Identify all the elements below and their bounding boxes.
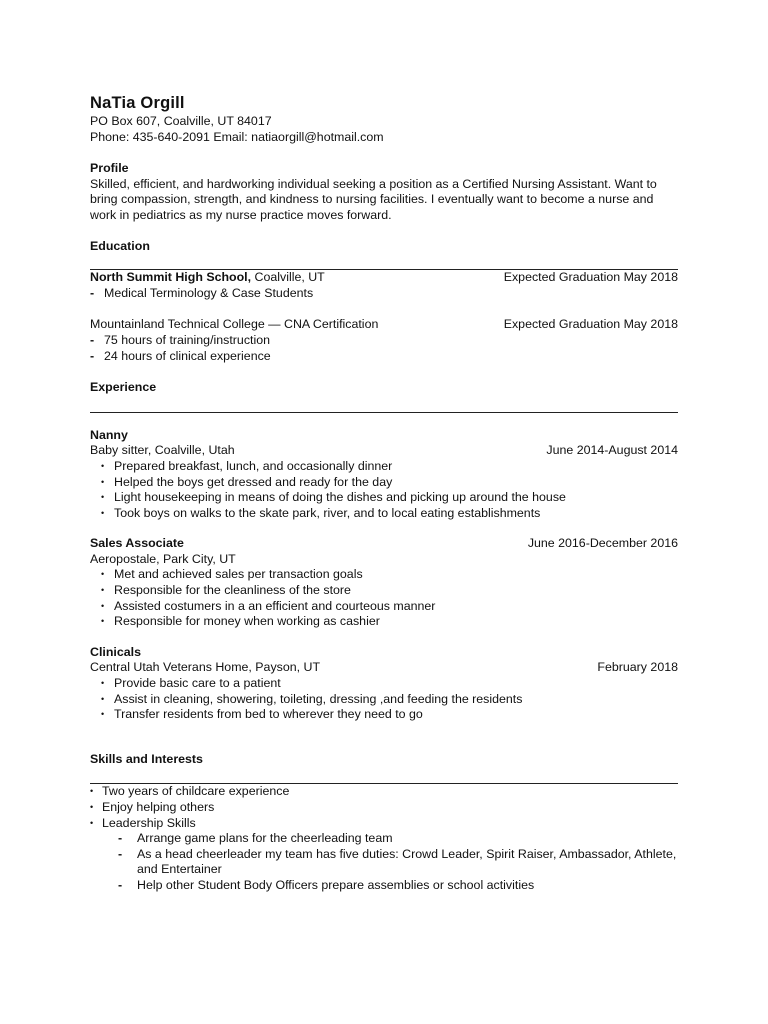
job-bullet: • Assist in cleaning, showering, toileting, dressing ,and feeding the residents: [90, 692, 678, 708]
job-org-row: [90, 443, 678, 459]
education-school: Mountainland Technical College — CNA Certification: [90, 317, 379, 332]
job-bullet-list: [90, 676, 678, 723]
education-item: - 75 hours of training/instruction: [90, 333, 678, 349]
job-org-row: [90, 660, 678, 676]
skills-heading: Skills and Interests: [90, 751, 203, 766]
job-org: Baby sitter, Coalville, Utah: [90, 443, 235, 458]
job-org: Aeropostale, Park City, UT: [90, 551, 236, 566]
job-bullet: • Provide basic care to a patient: [90, 676, 678, 692]
skill-item: • Two years of childcare experience: [90, 784, 678, 800]
job-bullet-list: [90, 459, 678, 521]
school-name: North Summit High School,: [90, 270, 252, 285]
education-entry: [90, 270, 678, 301]
profile-text: Skilled, efficient, and hardworking individual seeking a position as a Certified Nursing Assistant. Want to bring compassion, strength, and kindness to nursing facilities. I eventually want to become a nurse and work in pediatrics as my nurse practice moves forward.: [90, 176, 657, 222]
job-title-row: [90, 536, 678, 552]
contact-address: PO Box 607, Coalville, UT 84017: [90, 114, 272, 128]
skills-list: [90, 784, 678, 831]
education-entry-header: [90, 317, 678, 333]
job-date: June 2016-December 2016: [527, 536, 678, 551]
job-bullet: • Responsible for money when working as cashier: [90, 614, 678, 630]
skill-item: • Enjoy helping others: [90, 800, 678, 816]
skill-sub-item: - As a head cheerleader my team has five duties: Crowd Leader, Spirit Raiser, Ambassador, Athlete, and Entertainer: [90, 847, 677, 878]
experience-heading: Experience: [90, 380, 157, 395]
job-date: February 2018: [597, 660, 678, 675]
job-entry: [90, 428, 678, 522]
job-bullet: • Met and achieved sales per transaction goals: [90, 567, 678, 583]
education-entry-header: [90, 270, 678, 286]
job-bullet: • Responsible for the cleanliness of the store: [90, 583, 678, 599]
resume-name: NaTia Orgill: [90, 94, 185, 112]
education-item: - Medical Terminology & Case Students: [90, 286, 678, 302]
education-date: Expected Graduation May 2018: [503, 317, 678, 332]
education-school: [90, 270, 325, 286]
skill-item: • Leadership Skills: [90, 816, 678, 832]
education-heading: Education: [90, 238, 150, 253]
job-title: Clinicals: [90, 644, 141, 659]
skill-sub-item: - Arrange game plans for the cheerleading team: [90, 831, 678, 847]
job-bullet: • Assisted costumers in a an efficient and courteous manner: [90, 599, 678, 615]
job-entry: [90, 645, 678, 723]
education-item-list: [90, 333, 678, 364]
education-entry: [90, 317, 678, 364]
school-location: Coalville, UT: [251, 270, 325, 285]
job-bullet: • Light housekeeping in means of doing the dishes and picking up around the house: [90, 490, 678, 506]
contact-phone-email: Phone: 435-640-2091 Email: natiaorgill@hotmail.com: [90, 129, 384, 144]
profile-heading: Profile: [90, 161, 129, 176]
job-title: Nanny: [90, 427, 128, 442]
job-bullet: • Prepared breakfast, lunch, and occasionally dinner: [90, 459, 678, 475]
job-bullet-list: [90, 567, 678, 629]
job-org: Central Utah Veterans Home, Payson, UT: [90, 660, 321, 675]
education-item: - 24 hours of clinical experience: [90, 349, 678, 365]
job-bullet: • Helped the boys get dressed and ready for the day: [90, 475, 678, 491]
education-item-list: [90, 286, 678, 302]
resume-page: [90, 92, 678, 894]
education-date: Expected Graduation May 2018: [503, 270, 678, 285]
skill-sub-item: - Help other Student Body Officers prepare assemblies or school activities: [90, 878, 678, 894]
job-entry: [90, 536, 678, 630]
job-bullet: • Transfer residents from bed to wherever they need to go: [90, 707, 678, 723]
job-bullet: • Took boys on walks to the skate park, river, and to local eating establishments: [90, 506, 678, 522]
job-title: Sales Associate: [90, 536, 184, 551]
skills-sub-list: [90, 831, 678, 893]
job-date: June 2014-August 2014: [546, 443, 678, 458]
experience-divider: [90, 412, 678, 413]
